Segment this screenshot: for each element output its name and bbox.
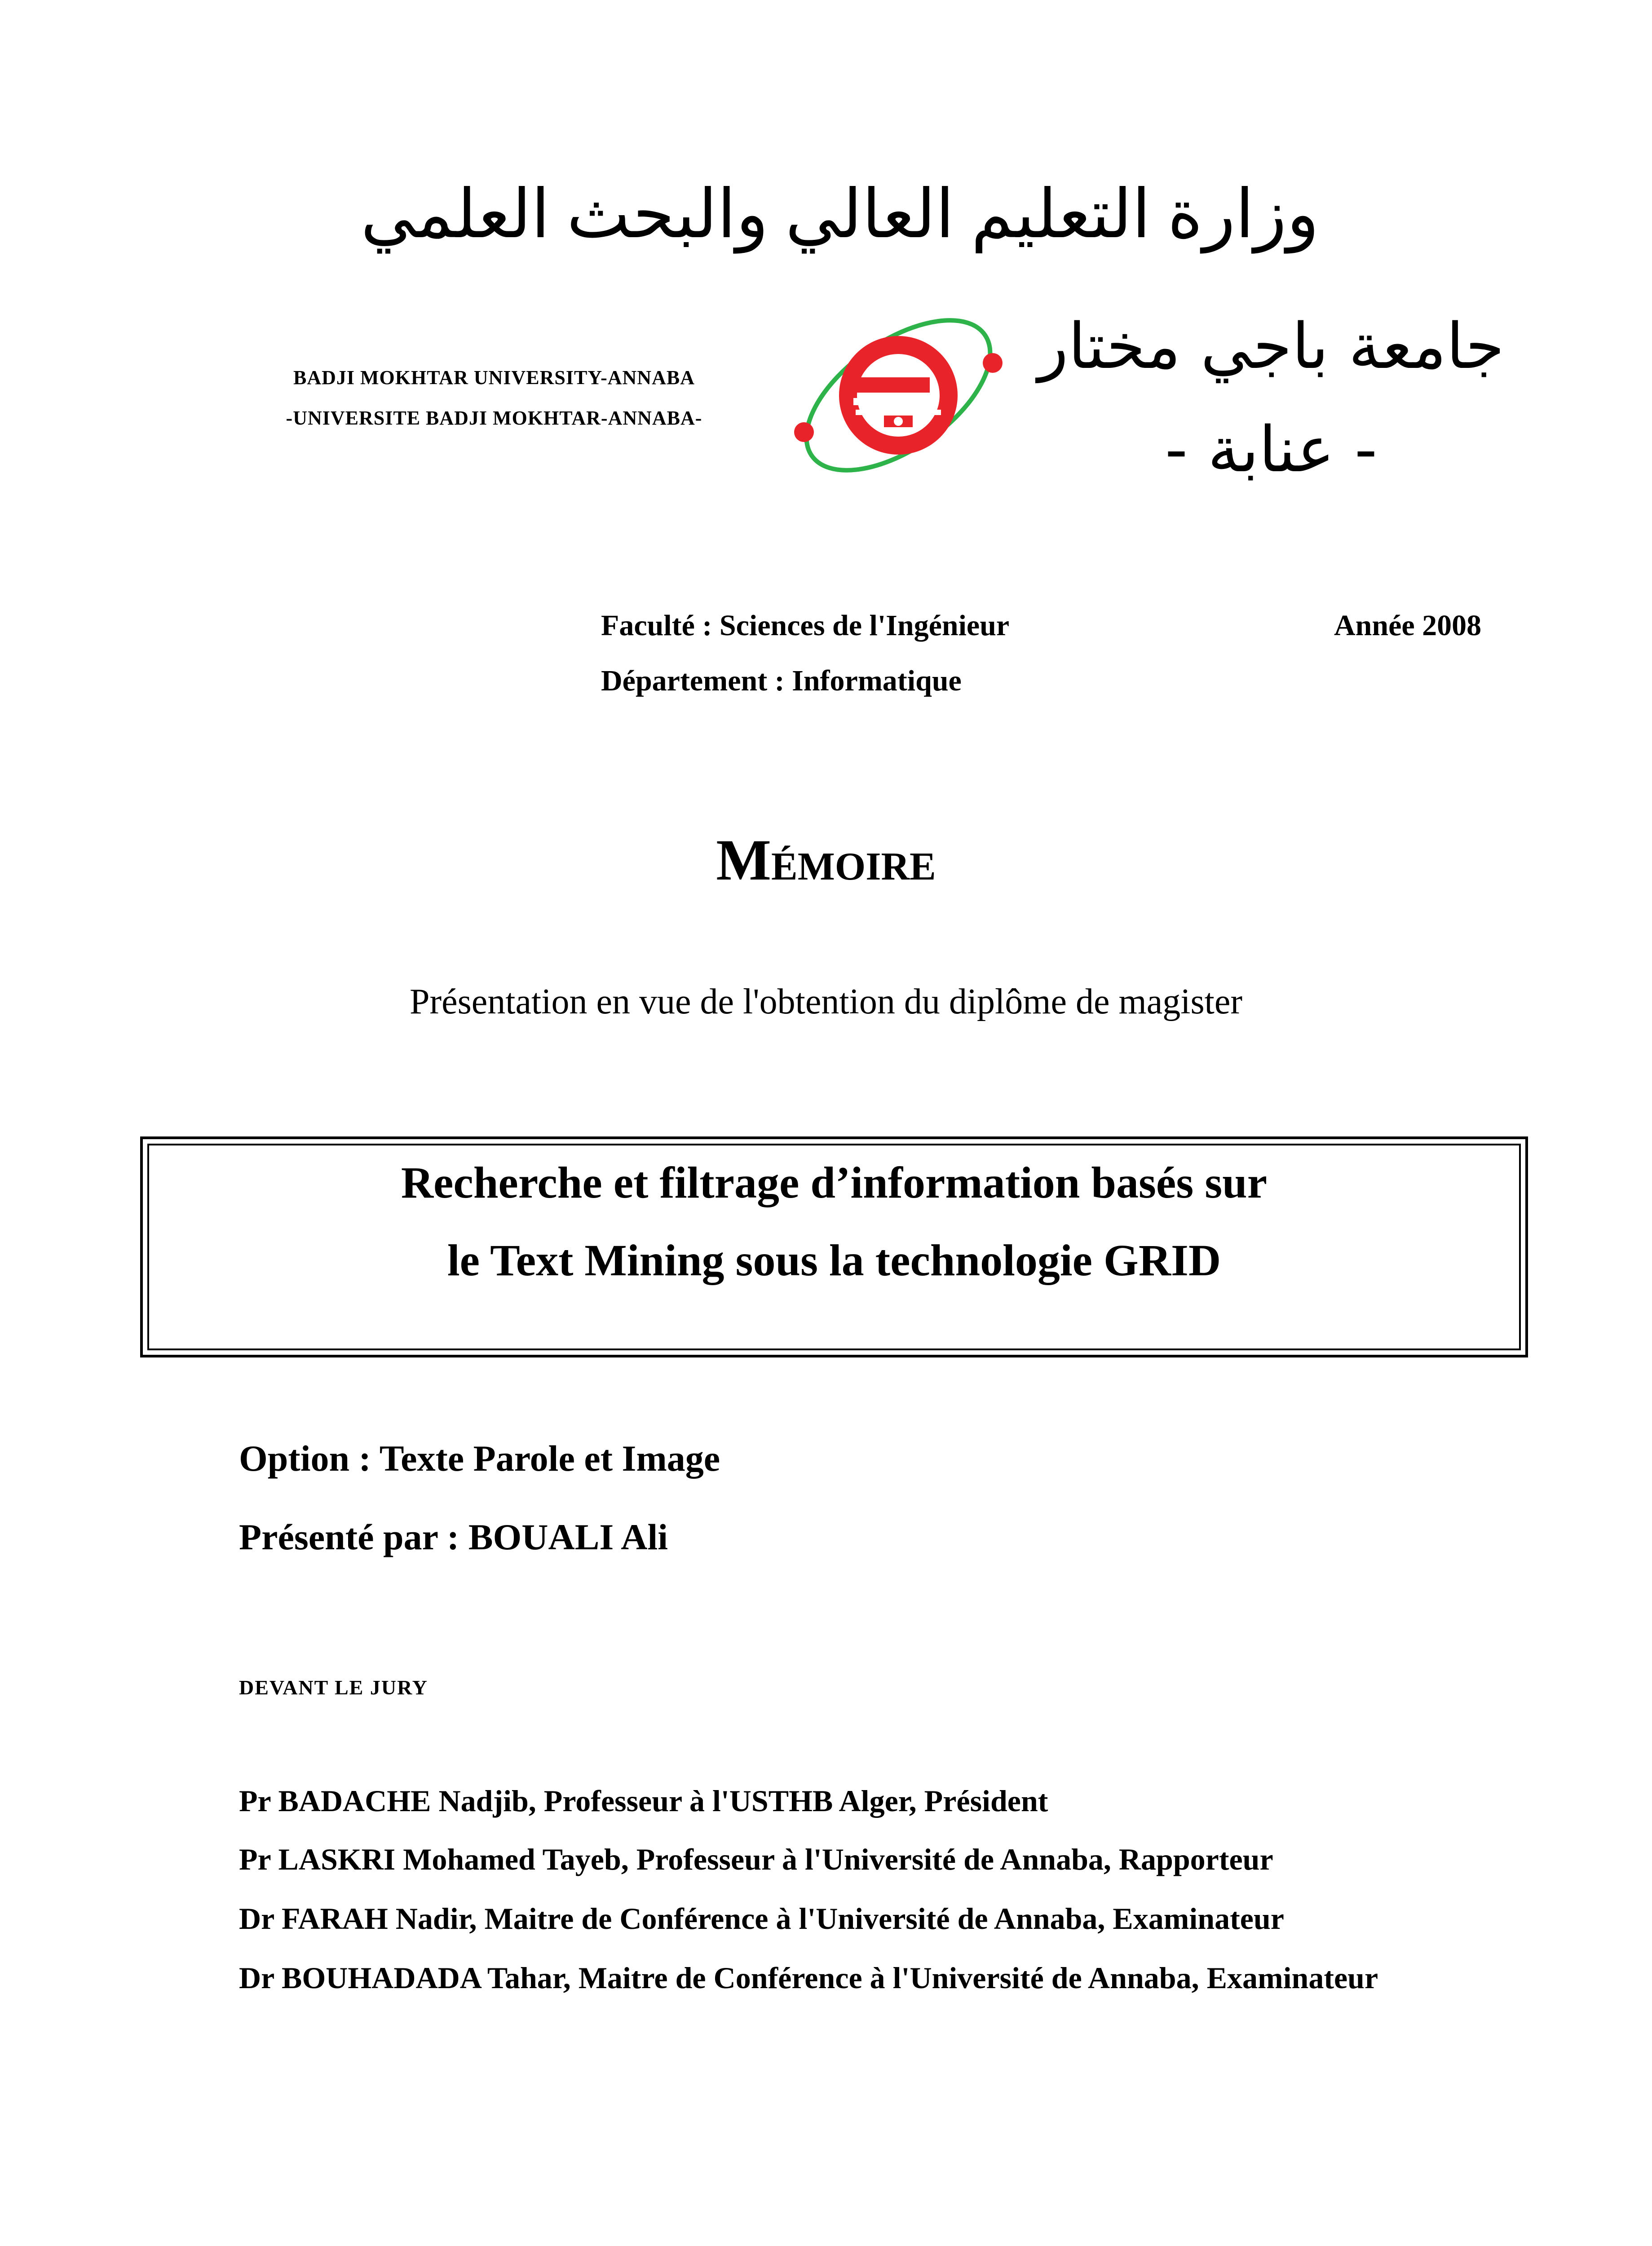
university-name-english: BADJI MOKHTAR UNIVERSITY-ANNABA — [293, 367, 695, 389]
memoire-rest: ÉMOIRE — [771, 845, 936, 889]
jury-member: Pr LASKRI Mohamed Tayeb, Professeur à l'Université de Annaba, Rapporteur — [239, 1842, 1273, 1876]
ministry-title-arabic: وزارة التعليم العالي والبحث العلمي — [361, 177, 1319, 252]
department-label: Département : Informatique — [601, 664, 962, 697]
year-label: Année 2008 — [1334, 609, 1482, 642]
faculty-label: Faculté : Sciences de l'Ingénieur — [601, 609, 1010, 642]
memoire-first-letter: M — [716, 828, 771, 893]
presented-by-label: Présenté par : BOUALI Ali — [239, 1516, 668, 1557]
jury-member: Dr BOUHADADA Tahar, Maitre de Conférence à l'Université de Annaba, Examinateur — [239, 1961, 1378, 1995]
thesis-title-line-1: Recherche et filtrage d’information basés sur — [401, 1158, 1268, 1207]
thesis-title-line-2: le Text Mining sous la technologie GRID — [447, 1235, 1221, 1285]
city-name-arabic: - عنابة - — [1165, 413, 1378, 486]
option-label: Option : Texte Parole et Image — [239, 1438, 720, 1479]
jury-member: Pr BADACHE Nadjib, Professeur à l'USTHB Alger, Président — [239, 1784, 1048, 1818]
university-name-arabic: جامعة باجي مختار — [1038, 310, 1505, 383]
university-name-french: -UNIVERSITE BADJI MOKHTAR-ANNABA- — [286, 407, 702, 429]
memoire-heading — [0, 827, 1652, 894]
jury-heading: DEVANT LE JURY — [239, 1676, 428, 1699]
jury-member: Dr FARAH Nadir, Maitre de Conférence à l'Université de Annaba, Examinateur — [239, 1901, 1284, 1936]
presentation-subtitle: Présentation en vue de l'obtention du diplôme de magister — [410, 982, 1242, 1021]
university-logo-icon — [782, 310, 1015, 481]
